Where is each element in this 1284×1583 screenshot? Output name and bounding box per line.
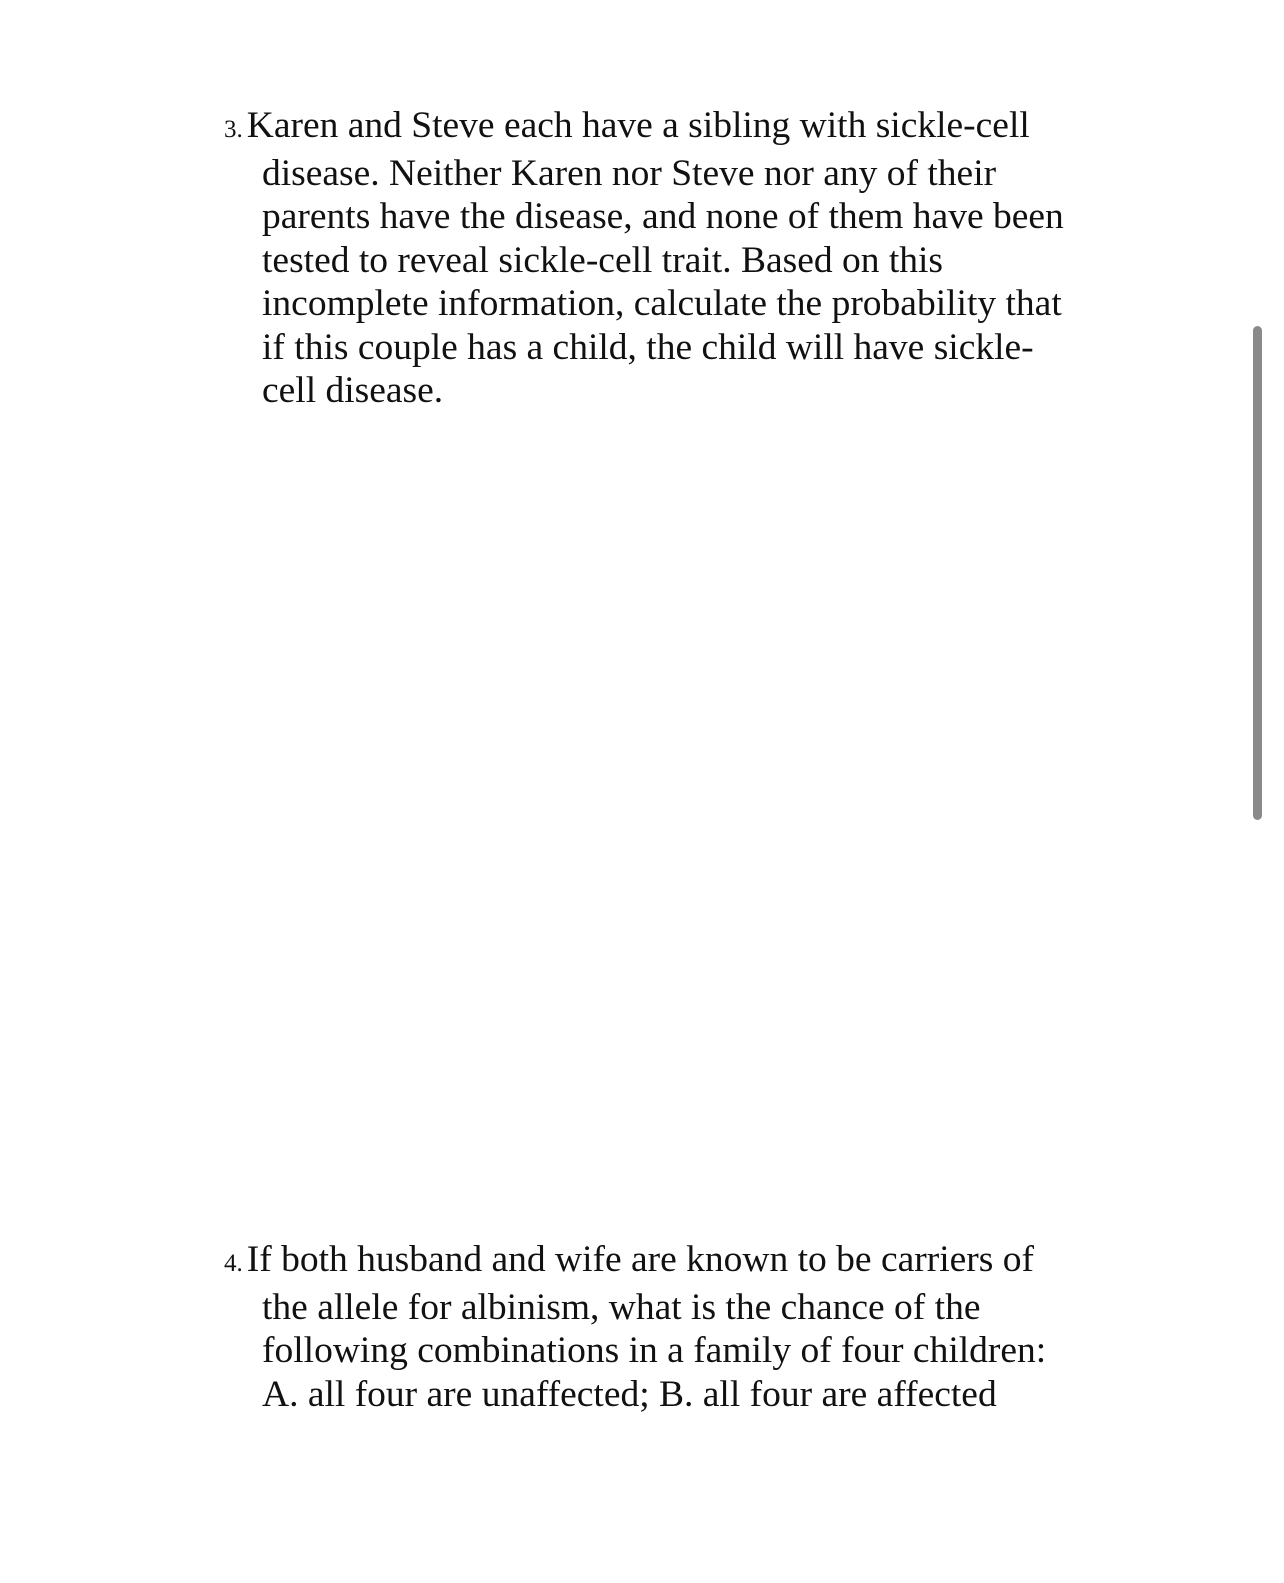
- question-line: parents have the disease, and none of them have been: [262, 196, 1064, 237]
- question-line: following combinations in a family of four children:: [262, 1330, 1047, 1371]
- question-4: [224, 1238, 1104, 1416]
- question-text: If both husband and wife are known to be carriers of: [246, 1239, 1034, 1280]
- question-line: A. all four are unaffected; B. all four are affected: [262, 1373, 997, 1415]
- question-line: the allele for albinism, what is the chance of the: [262, 1286, 981, 1328]
- question-text: Karen and Steve each have a sibling with sickle-cell: [246, 105, 1030, 146]
- question-line: [224, 104, 1104, 152]
- question-line: if this couple has a child, the child will have sickle-: [262, 326, 1034, 368]
- question-line: incomplete information, calculate the probability that: [262, 283, 1062, 324]
- question-3: [224, 104, 1104, 413]
- vertical-scrollbar[interactable]: [1253, 326, 1262, 820]
- question-line: tested to reveal sickle-cell trait. Based on this: [262, 239, 944, 281]
- question-number: 3.: [224, 116, 243, 143]
- question-number: 4.: [224, 1250, 243, 1277]
- question-line: disease. Neither Karen nor Steve nor any of their: [262, 152, 997, 194]
- question-line: [224, 1238, 1104, 1286]
- question-line: cell disease.: [262, 370, 444, 411]
